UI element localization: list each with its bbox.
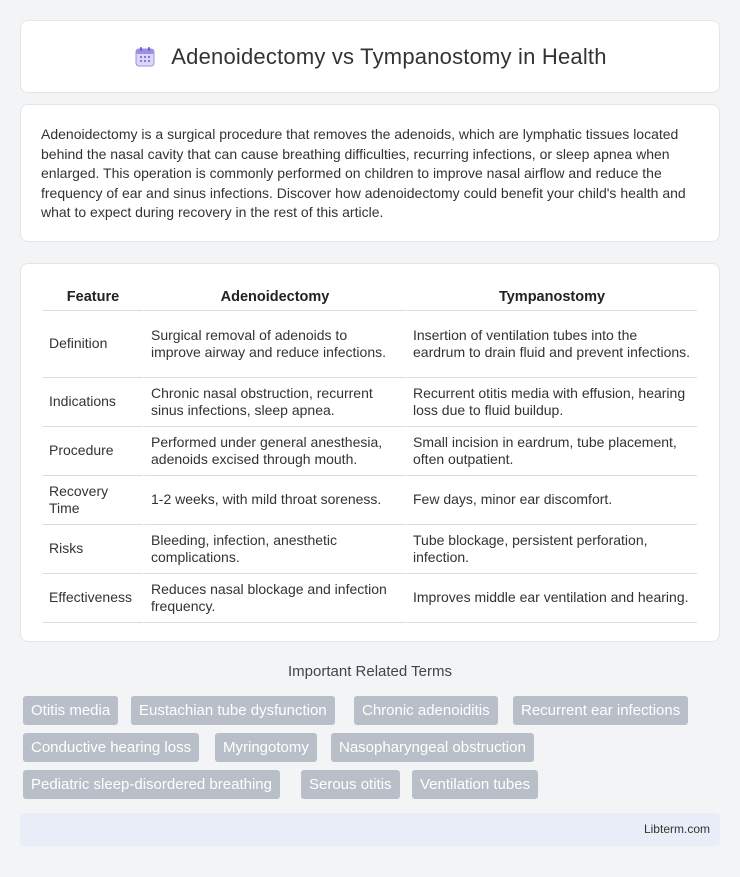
comparison-table-card (20, 263, 720, 642)
table-row (43, 574, 697, 623)
tympanostomy-cell: Improves middle ear ventilation and hearing. (405, 574, 697, 623)
related-term-tag[interactable]: Conductive hearing loss (23, 733, 199, 762)
feature-cell: Definition (43, 311, 143, 378)
related-term-tag[interactable]: Otitis media (23, 696, 118, 725)
related-term-tag[interactable]: Pediatric sleep-disordered breathing (23, 770, 280, 799)
column-header-tympanostomy: Tympanostomy (405, 284, 697, 311)
footer-site-link[interactable]: Libterm.com (643, 822, 710, 836)
table-row (43, 378, 697, 427)
tympanostomy-cell: Insertion of ventilation tubes into the eardrum to drain fluid and prevent infections. (405, 311, 697, 378)
feature-cell: Recovery Time (43, 476, 143, 525)
calendar-icon (133, 45, 157, 69)
tympanostomy-cell: Tube blockage, persistent perforation, infection. (405, 525, 697, 574)
page-title: Adenoidectomy vs Tympanostomy in Health (171, 43, 607, 69)
related-term-tag[interactable]: Ventilation tubes (412, 770, 538, 799)
intro-text: Adenoidectomy is a surgical procedure that removes the adenoids, which are lymphatic tissues located behind the nasal cavity that can cause breathing difficulties, recurring infections, or sleep apnea when enlarged. This operation is commonly performed on children to improve nasal airflow and reduce the frequency of ear and sinus infections. Discover how adenoidectomy could benefit your child's health and what to expect during recovery in the rest of this article. (41, 126, 686, 221)
column-header-feature: Feature (43, 284, 143, 311)
table-row (43, 525, 697, 574)
feature-cell: Risks (43, 525, 143, 574)
footer (20, 813, 720, 846)
table-row (43, 427, 697, 476)
tympanostomy-cell: Few days, minor ear discomfort. (405, 476, 697, 525)
column-header-adenoidectomy: Adenoidectomy (143, 284, 405, 311)
table-header-row (43, 284, 697, 311)
feature-cell: Procedure (43, 427, 143, 476)
related-term-tag[interactable]: Chronic adenoiditis (354, 696, 498, 725)
comparison-table (43, 284, 697, 623)
related-term-tag[interactable]: Serous otitis (301, 770, 400, 799)
table-row (43, 476, 697, 525)
feature-cell: Effectiveness (43, 574, 143, 623)
related-term-tag[interactable]: Eustachian tube dysfunction (131, 696, 335, 725)
adenoidectomy-cell: Bleeding, infection, anesthetic complications. (143, 525, 405, 574)
related-term-tag[interactable]: Recurrent ear infections (513, 696, 688, 725)
adenoidectomy-cell: Surgical removal of adenoids to improve airway and reduce infections. (143, 311, 405, 378)
tympanostomy-cell: Small incision in eardrum, tube placement, often outpatient. (405, 427, 697, 476)
table-row (43, 311, 697, 378)
adenoidectomy-cell: Performed under general anesthesia, adenoids excised through mouth. (143, 427, 405, 476)
intro-card (20, 104, 720, 242)
adenoidectomy-cell: 1-2 weeks, with mild throat soreness. (143, 476, 405, 525)
title-wrap (133, 44, 606, 70)
feature-cell: Indications (43, 378, 143, 427)
related-term-tag[interactable]: Nasopharyngeal obstruction (331, 733, 534, 762)
related-term-tag[interactable]: Myringotomy (215, 733, 317, 762)
header-card (20, 20, 720, 93)
related-terms-title: Important Related Terms (288, 663, 452, 680)
adenoidectomy-cell: Chronic nasal obstruction, recurrent sinus infections, sleep apnea. (143, 378, 405, 427)
adenoidectomy-cell: Reduces nasal blockage and infection frequency. (143, 574, 405, 623)
tympanostomy-cell: Recurrent otitis media with effusion, hearing loss due to fluid buildup. (405, 378, 697, 427)
